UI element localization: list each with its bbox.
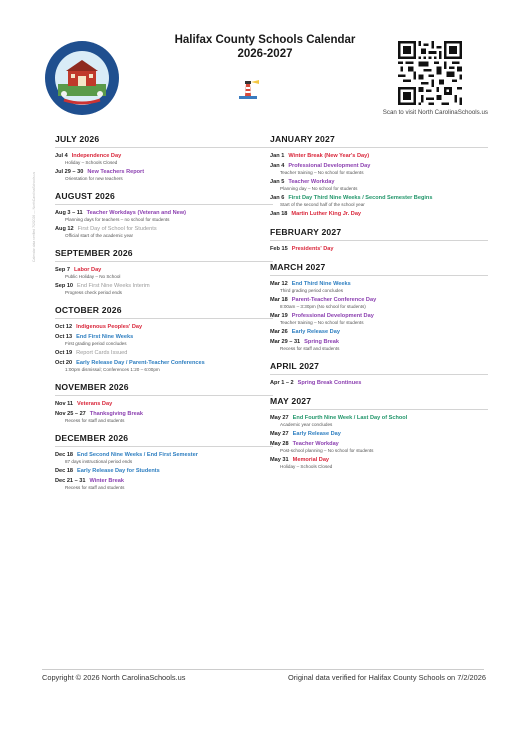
month-heading: MAY 2027 — [270, 396, 488, 410]
event-note: Third grading period concludes — [280, 288, 344, 293]
lighthouse-icon — [236, 78, 260, 102]
calendar-event — [270, 153, 488, 160]
event-name: End Fourth Nine Week / Last Day of School — [292, 415, 408, 421]
month-heading: FEBRUARY 2027 — [270, 227, 488, 241]
calendar-event — [270, 211, 488, 218]
month-heading: JULY 2026 — [55, 134, 273, 148]
month-block — [270, 361, 488, 387]
event-date: Dec 21 – 31 — [55, 478, 86, 484]
month-heading: AUGUST 2026 — [55, 191, 273, 205]
event-name: End First Nine Weeks — [76, 334, 134, 340]
event-date: Jan 6 — [270, 195, 285, 201]
event-name: End First Nine Weeks Interim — [77, 283, 150, 289]
event-name: End Second Nine Weeks / End First Semester — [77, 452, 198, 458]
month-block — [270, 134, 488, 218]
calendar-event — [270, 163, 488, 176]
event-date: Jan 4 — [270, 163, 285, 169]
event-date: May 27 — [270, 431, 289, 437]
event-name: First Day Third Nine Weeks / Second Semester Begins — [288, 195, 433, 201]
month-heading: NOVEMBER 2026 — [55, 382, 273, 396]
calendar-event — [270, 179, 488, 192]
event-note: 87 days instructional period ends — [65, 459, 133, 464]
event-name: Professional Development Day — [291, 313, 374, 319]
event-date: May 27 — [270, 415, 289, 421]
calendar-event — [55, 360, 273, 373]
event-name: Teacher Workdays (Veteran and New) — [86, 210, 186, 216]
event-name: Presidents' Day — [291, 246, 334, 252]
event-date: Oct 12 — [55, 324, 73, 330]
event-name: Early Release Day — [291, 329, 340, 335]
event-date: Nov 11 — [55, 401, 74, 407]
school-year: 2026-2027 — [237, 48, 293, 60]
event-name: Early Release Day for Students — [77, 468, 160, 474]
month-heading: SEPTEMBER 2026 — [55, 248, 273, 262]
event-date: Oct 19 — [55, 350, 73, 356]
event-note: Planning days for teachers – no school for students — [65, 217, 170, 222]
event-date: Oct 13 — [55, 334, 73, 340]
event-date: Jan 1 — [270, 153, 285, 159]
event-date: Nov 25 – 27 — [55, 411, 86, 417]
event-name: Thanksgiving Break — [89, 411, 143, 417]
event-name: Professional Development Day — [288, 163, 371, 169]
right-column — [270, 134, 488, 479]
month-heading: APRIL 2027 — [270, 361, 488, 375]
event-date: Mar 18 — [270, 297, 288, 303]
month-block — [55, 134, 273, 182]
event-date: Dec 18 — [55, 452, 74, 458]
event-name: Early Release Day / Parent-Teacher Conferences — [76, 360, 205, 366]
event-note: Recess for staff and students — [280, 346, 340, 351]
calendar-event — [270, 415, 488, 428]
event-name: Report Cards Issued — [76, 350, 128, 356]
calendar-event — [55, 468, 273, 475]
event-name: Labor Day — [73, 267, 102, 273]
event-note: Recess for staff and students — [65, 418, 125, 423]
event-name: First Day of School for Students — [77, 226, 157, 232]
event-date: Mar 26 — [270, 329, 288, 335]
calendar-event — [270, 281, 488, 294]
calendar-event — [55, 169, 273, 182]
event-date: Sep 10 — [55, 283, 74, 289]
month-heading: OCTOBER 2026 — [55, 305, 273, 319]
calendar-event — [270, 313, 488, 326]
qr-code[interactable] — [398, 41, 462, 105]
event-note: Orientation for new teachers — [65, 176, 123, 181]
event-note: Progress check period ends — [65, 290, 122, 295]
event-date: Mar 29 – 31 — [270, 339, 301, 345]
event-date: Feb 15 — [270, 246, 288, 252]
calendar-event — [55, 226, 273, 239]
event-name: Indigenous Peoples' Day — [76, 324, 143, 330]
calendar-event — [270, 380, 488, 387]
event-name: Veterans Day — [77, 401, 113, 407]
event-note: Teacher training – No school for students — [280, 170, 364, 175]
event-note: Start of the second half of the school year — [280, 202, 365, 207]
calendar-event — [55, 401, 273, 408]
footer-verified: Original data verified for Halifax County Schools on 7/2/2026 — [287, 673, 486, 682]
calendar-event — [55, 334, 273, 347]
event-date: Mar 12 — [270, 281, 288, 287]
event-date: Aug 3 – 11 — [55, 210, 83, 216]
month-block — [55, 305, 273, 373]
event-name: Winter Break — [89, 478, 124, 484]
calendar-header — [140, 33, 390, 61]
calendar-event — [270, 457, 488, 470]
calendar-event — [55, 324, 273, 331]
event-name: Winter Break (New Year's Day) — [288, 153, 370, 159]
event-note: Planning day – No school for students — [280, 186, 358, 191]
month-heading: DECEMBER 2026 — [55, 433, 273, 447]
event-note: Post-school planning – No school for students — [280, 448, 374, 453]
event-date: Oct 20 — [55, 360, 73, 366]
event-note: Academic year concludes — [280, 422, 333, 427]
month-block — [270, 262, 488, 352]
page-title: Halifax County Schools Calendar — [174, 34, 356, 46]
event-note: Official start of the academic year — [65, 233, 134, 238]
month-block — [55, 382, 273, 424]
month-block — [270, 396, 488, 470]
event-date: Jul 4 — [55, 153, 68, 159]
month-heading: JANUARY 2027 — [270, 134, 488, 148]
event-date: Jan 18 — [270, 211, 288, 217]
event-note: 1:00pm dismissal; Conferences 1:20 – 6:00pm — [65, 367, 160, 372]
event-note: Holiday – Schools Closed — [65, 160, 118, 165]
calendar-event — [55, 452, 273, 465]
calendar-event — [270, 195, 488, 208]
left-column — [55, 134, 273, 500]
event-date: Sep 7 — [55, 267, 70, 273]
footer-copyright: Copyright © 2026 North CarolinaSchools.us — [42, 673, 186, 682]
event-name: Martin Luther King Jr. Day — [291, 211, 362, 217]
event-note: 8:00am – 3:30pm (No school for students) — [280, 304, 366, 309]
calendar-event — [270, 441, 488, 454]
event-note: Recess for staff and students — [65, 485, 125, 490]
month-heading: MARCH 2027 — [270, 262, 488, 276]
calendar-event — [55, 478, 273, 491]
event-date: Dec 18 — [55, 468, 74, 474]
event-note: Public Holiday – No School — [65, 274, 121, 279]
event-name: Spring Break — [304, 339, 339, 345]
side-watermark: Calendar data verified 7/2/2026 — NorthCarolinaSchools.us — [32, 171, 36, 262]
month-block — [270, 227, 488, 253]
event-name: Independence Day — [71, 153, 122, 159]
event-date: Jan 5 — [270, 179, 285, 185]
school-logo — [44, 40, 120, 116]
calendar-event — [55, 210, 273, 223]
calendar-event — [55, 267, 273, 280]
calendar-event — [55, 411, 273, 424]
event-name: New Teachers Report — [87, 169, 145, 175]
event-name: Memorial Day — [292, 457, 330, 463]
event-date: Mar 19 — [270, 313, 288, 319]
qr-caption: Scan to visit North CarolinaSchools.us — [382, 109, 488, 116]
event-note: Teacher training – No school for students — [280, 320, 364, 325]
calendar-event — [270, 297, 488, 310]
calendar-event — [55, 283, 273, 296]
event-name: Parent-Teacher Conference Day — [291, 297, 377, 303]
event-name: End Third Nine Weeks — [291, 281, 351, 287]
event-name: Early Release Day — [292, 431, 341, 437]
event-name: Spring Break Continues — [297, 380, 362, 386]
event-date: Aug 12 — [55, 226, 74, 232]
month-block — [55, 433, 273, 491]
calendar-event — [55, 153, 273, 166]
calendar-event — [270, 329, 488, 336]
calendar-event — [270, 339, 488, 352]
event-note: Holiday – Schools Closed — [280, 464, 333, 469]
event-name: Teacher Workday — [292, 441, 339, 447]
month-block — [55, 248, 273, 296]
calendar-event — [270, 431, 488, 438]
event-name: Teacher Workday — [288, 179, 335, 185]
footer-divider — [42, 669, 484, 670]
event-note: First grading period concludes — [65, 341, 127, 346]
event-date: Jul 29 – 30 — [55, 169, 84, 175]
calendar-event — [270, 246, 488, 253]
calendar-event — [55, 350, 273, 357]
month-block — [55, 191, 273, 239]
event-date: Apr 1 – 2 — [270, 380, 294, 386]
event-date: May 28 — [270, 441, 289, 447]
event-date: May 31 — [270, 457, 289, 463]
